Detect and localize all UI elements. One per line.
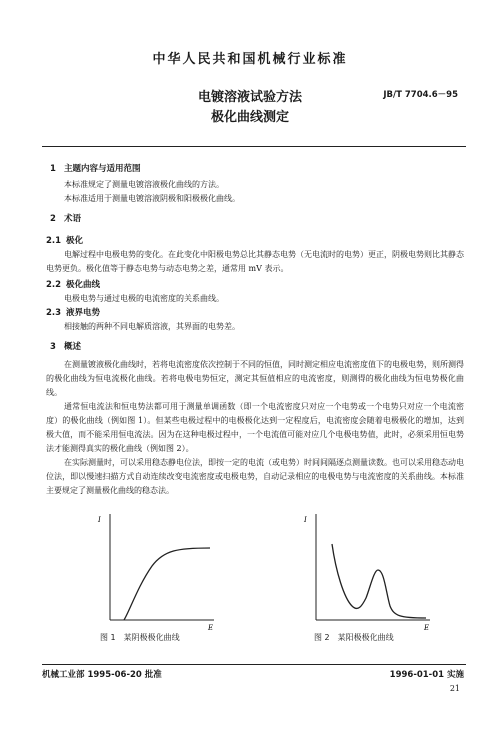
figure-1-caption: 图 1 某阴极极化曲线 xyxy=(100,633,180,642)
x-axis-label: E xyxy=(208,624,214,630)
document-subtitle: 极化曲线测定 xyxy=(210,110,289,125)
section-3-heading xyxy=(50,340,81,352)
y-axis-label: I xyxy=(98,516,101,524)
section-title: 概述 xyxy=(64,342,82,352)
implementation-date: 1996-01-01 实施 xyxy=(389,670,464,680)
section-2-3-heading xyxy=(46,306,100,318)
subsection-number: 2.3 xyxy=(46,308,62,318)
section-1-paragraph-2: 本标准适用于测量电镀溶液阴极和阳极极化曲线。 xyxy=(64,194,240,203)
section-2-2-text: 电极电势与通过电极的电流密度的关系曲线。 xyxy=(64,294,224,303)
standard-number: JB/T 7704.6－95 xyxy=(383,90,458,100)
section-number: 3 xyxy=(50,342,56,352)
x-axis-label: E xyxy=(424,624,430,630)
subsection-number: 2.2 xyxy=(46,280,62,290)
section-1-paragraph-1: 本标准规定了测量电镀溶液极化曲线的方法。 xyxy=(64,180,224,189)
figure-2-caption: 图 2 某阳极极化曲线 xyxy=(314,633,394,642)
document-title: 电镀溶液试验方法 xyxy=(197,90,302,105)
subsection-title: 液界电势 xyxy=(66,308,101,318)
section-title: 术语 xyxy=(64,214,82,224)
section-2-3-text: 相接触的两种不同电解质溶液，其界面的电势差。 xyxy=(64,322,240,331)
anodic-curve xyxy=(332,544,426,618)
figure-1-cathodic-polarization-curve xyxy=(90,508,220,630)
y-axis-label: I xyxy=(304,516,307,524)
footer-divider xyxy=(42,664,466,665)
approval-date: 机械工业部 1995-06-20 批准 xyxy=(42,670,162,680)
section-2-heading xyxy=(50,212,81,224)
header-divider xyxy=(42,146,466,147)
section-3-paragraph-3: 在实际测量时，可以采用稳态静电位法，即按一定的电流（或电势）时间间隔逐点测量读数。也可以采用稳态动电位法，即以慢速扫描方式自动连续改变电流密度或电极电势，自动记录相应的电极电势与电流密度的关系曲线。本标准主要规定了测量极化曲线的稳态法。 xyxy=(46,458,464,495)
figure-2-anodic-polarization-curve xyxy=(296,508,436,630)
subsection-title: 极化曲线 xyxy=(66,280,101,290)
section-number: 1 xyxy=(50,164,56,174)
section-title: 主题内容与适用范围 xyxy=(64,164,141,174)
section-2-1-heading xyxy=(46,234,83,246)
section-3-paragraph-1: 在测量镀液极化曲线时，若将电流密度依次控制于不同的恒值，同时测定相应电流密度值下的电极电势，则所测得的极化曲线为恒电流极化曲线。若将电极电势恒定，测定其恒值相应的电流密度，则测得的极化曲线为恒电势极化曲线。 xyxy=(46,360,464,397)
section-2-1-text: 电解过程中电极电势的变化。在此变化中阳极电势总比其静态电势（无电流时的电势）更正，阴极电势则比其静态电势更负。极化值等于静态电势与动态电势之差，通常用 mV 表示。 xyxy=(46,250,464,273)
subsection-title: 极化 xyxy=(66,236,84,246)
page-number: 21 xyxy=(449,684,460,693)
standard-category-title: 中华人民共和国机械行业标准 xyxy=(152,52,348,67)
section-2-2-heading xyxy=(46,278,100,290)
subsection-number: 2.1 xyxy=(46,236,62,246)
cathodic-curve xyxy=(124,548,210,620)
section-3-paragraph-2: 通常恒电流法和恒电势法都可用于测量单调函数（即一个电流密度只对应一个电势或一个电势只对应一个电流密度）的极化曲线（例如图 1）。但某些电极过程中的电极极化达到一定程度后，电流密度会随着电极极化的增加，达到极大值，而不能采用恒电流法。因为在这种电极过程中，一个电流值可能对应几个电极电势值，此时，必须采用恒电势法才能测得真实的极化曲线（例如图 2）。 xyxy=(46,402,464,453)
section-number: 2 xyxy=(50,214,56,224)
section-1-heading xyxy=(50,162,141,174)
